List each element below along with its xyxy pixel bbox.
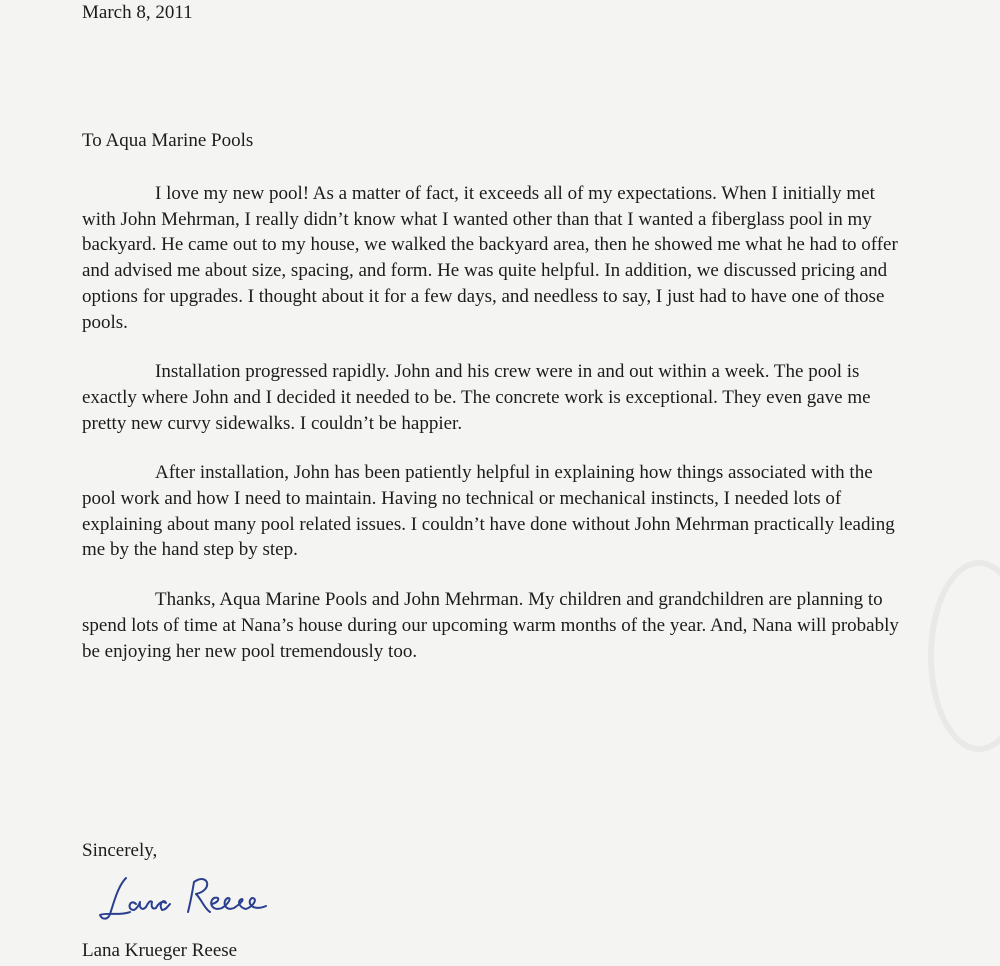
paragraph-3: After installation, John has been patiently helpful in explaining how things associated with the pool work and how I need to maintain. Having no technical or mechanical instincts, I needed lots of explaining about many pool related issues. I couldn’t have done without John Mehrman practically leading me by the hand step by step.	[82, 462, 895, 561]
closing: Sincerely,	[82, 840, 158, 861]
handwritten-signature	[96, 868, 286, 928]
letter-date: March 8, 2011	[82, 2, 193, 23]
signer-name: Lana Krueger Reese	[82, 940, 238, 961]
salutation: To Aqua Marine Pools	[82, 130, 254, 151]
letter-body	[82, 181, 904, 688]
paper-smudge	[928, 560, 1000, 752]
paragraph-2: Installation progressed rapidly. John and his crew were in and out within a week. The pool is exactly where John and I decided it needed to be. The concrete work is exceptional. They even gave me pretty new curvy sidewalks. I couldn’t be happier.	[82, 361, 871, 434]
paragraph-1: I love my new pool! As a matter of fact, it exceeds all of my expectations. When I initially met with John Mehrman, I really didn’t know what I wanted other than that I wanted a fiberglass pool in my backyard. He came out to my house, we walked the backyard area, then he showed me what he had to offer and advised me about size, spacing, and form. He was quite helpful. In addition, we discussed pricing and options for upgrades. I thought about it for a few days, and needless to say, I just had to have one of those pools.	[82, 183, 898, 333]
paragraph-4: Thanks, Aqua Marine Pools and John Mehrman. My children and grandchildren are planning to spend lots of time at Nana’s house during our upcoming warm months of the year. And, Nana will probably be enjoying her new pool tremendously too.	[82, 589, 899, 662]
